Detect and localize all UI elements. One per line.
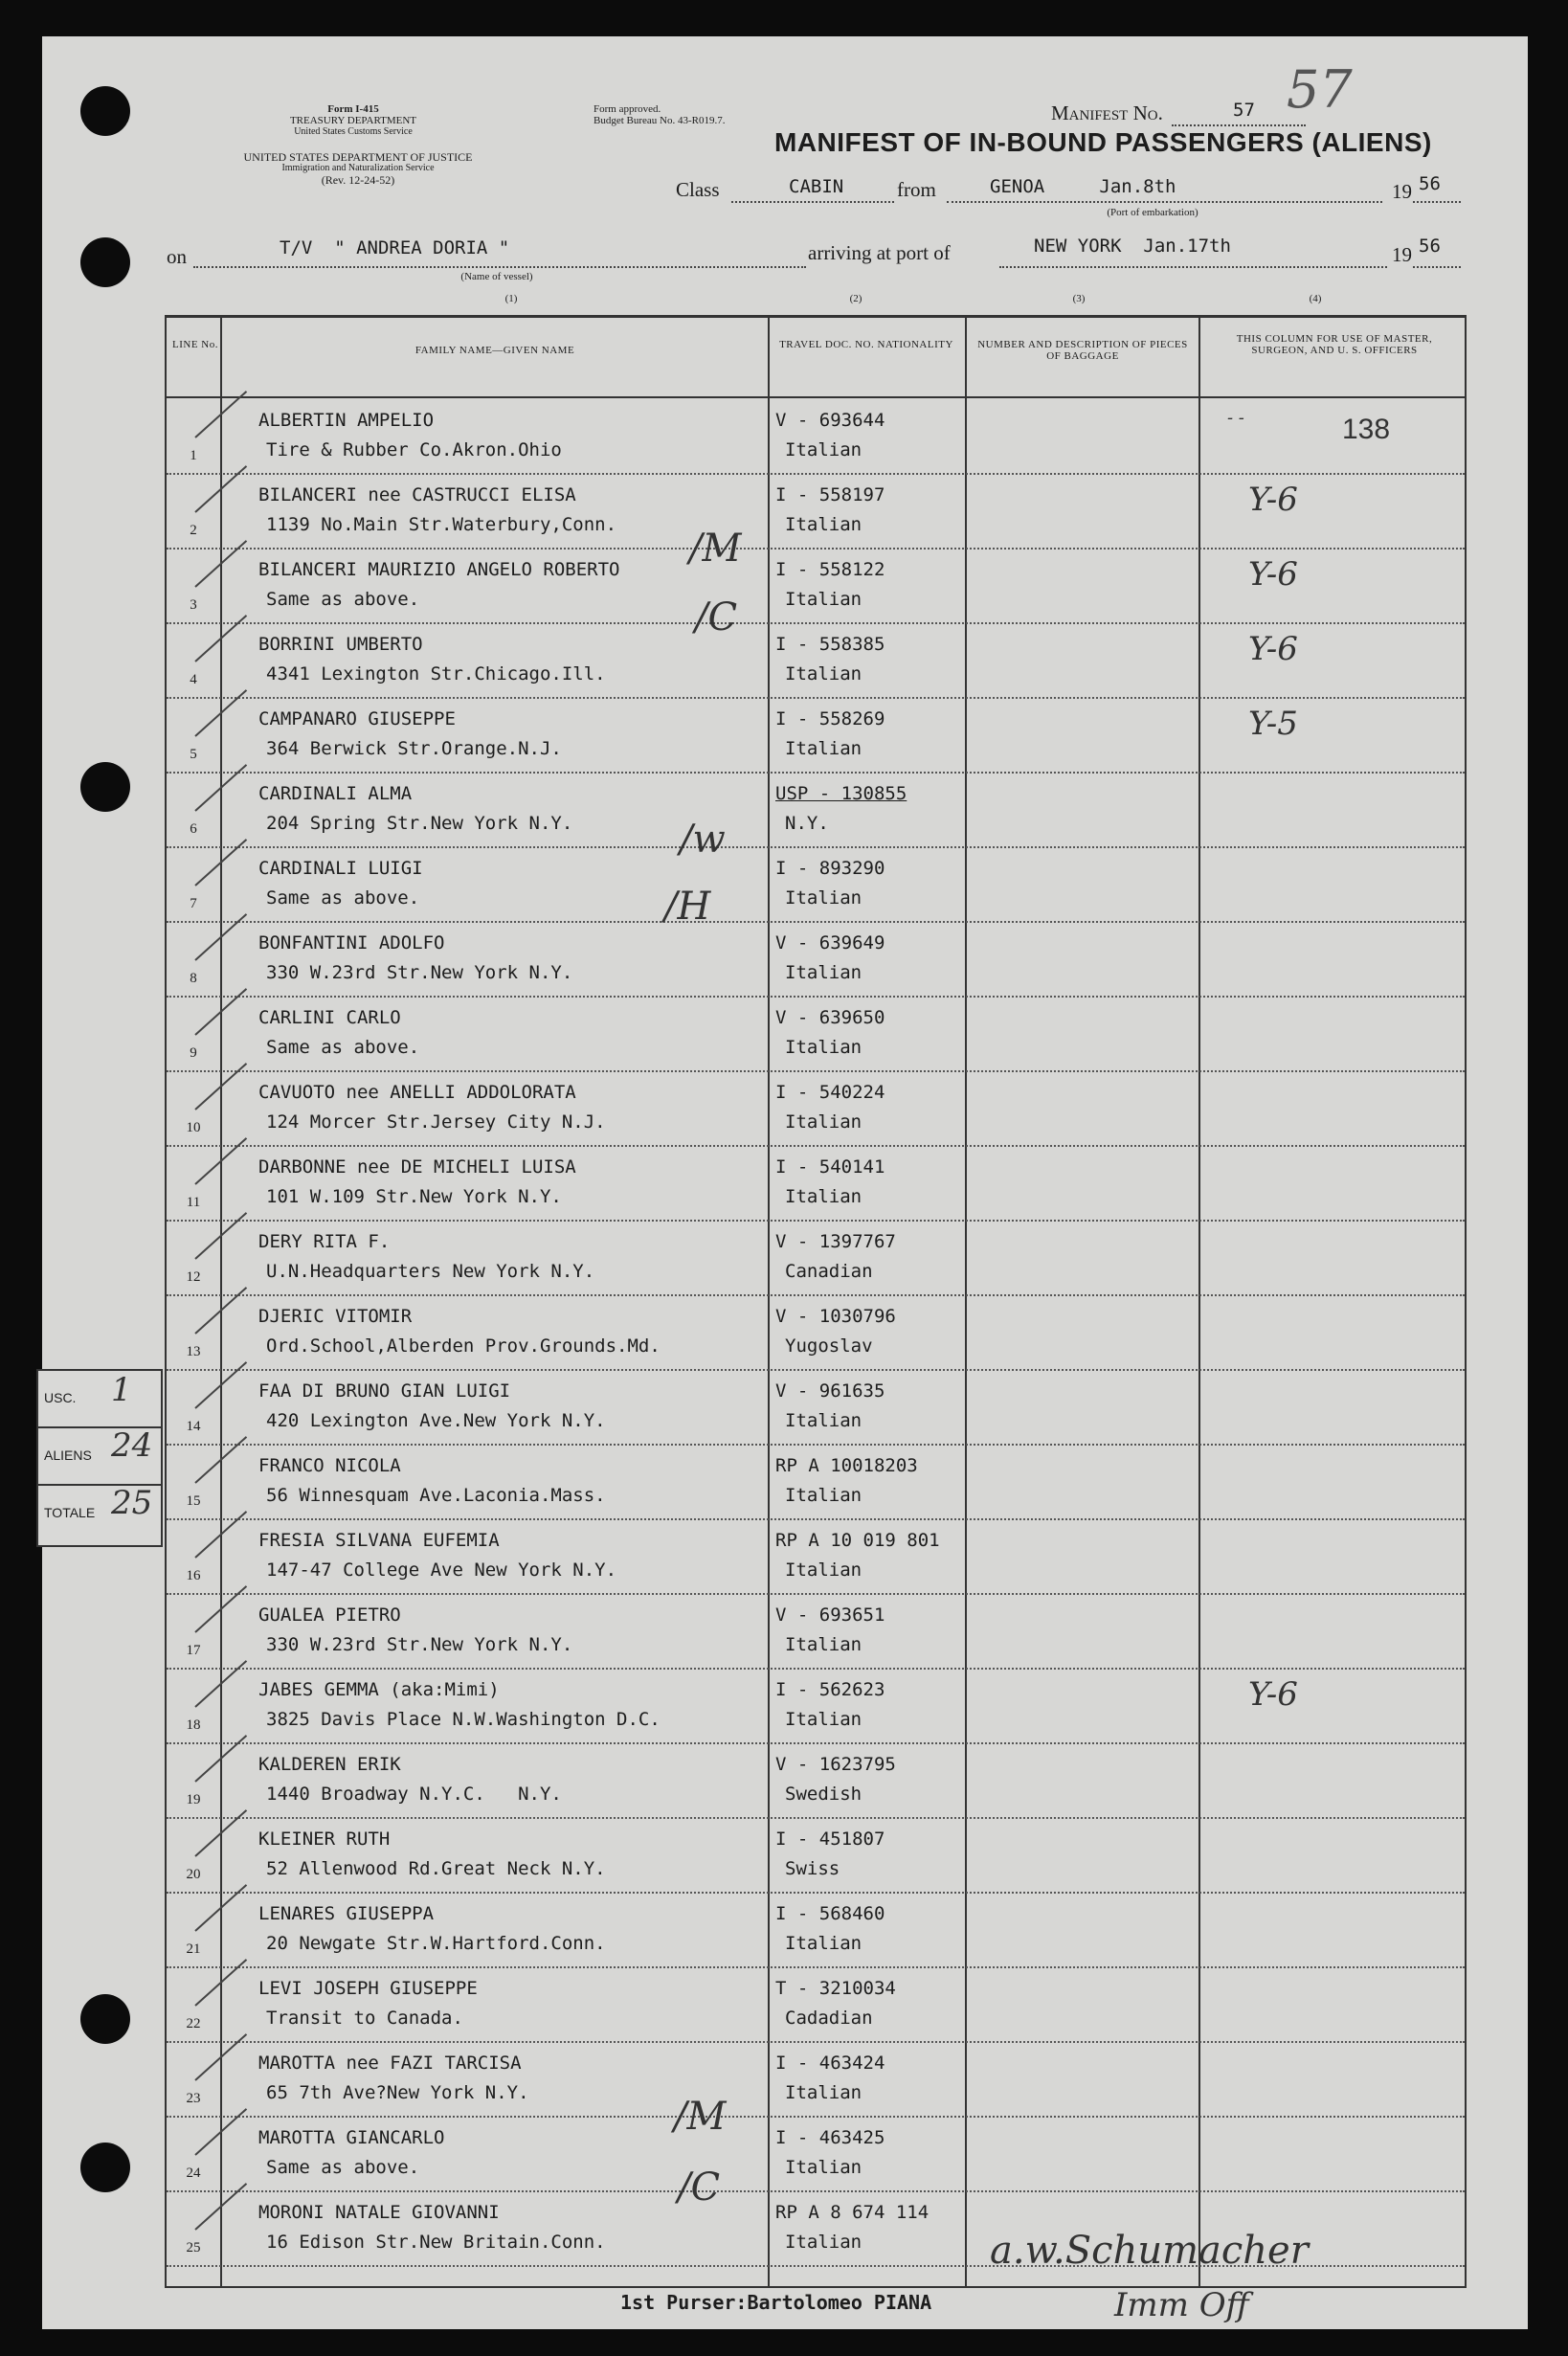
line-number: 9 [190, 1045, 197, 1061]
nationality: Italian [785, 1933, 862, 1954]
aliens-value: 24 [111, 1426, 153, 1465]
line-number: 21 [186, 1941, 201, 1957]
line-number: 19 [186, 1792, 201, 1807]
line-number: 11 [186, 1195, 201, 1210]
from-value: GENOA Jan.8th [990, 176, 1176, 197]
check-tick-mark [194, 2183, 247, 2231]
travel-doc-number: RP A 10018203 [775, 1455, 918, 1476]
total-value: 25 [111, 1484, 153, 1522]
passenger-name: BONFANTINI ADOLFO [258, 932, 445, 954]
check-tick-mark [194, 1361, 247, 1409]
year-prefix-1: 19 [1392, 180, 1412, 203]
line-number: 25 [186, 2240, 201, 2255]
check-tick-mark [194, 1436, 247, 1484]
form-approved: Form approved. [594, 103, 661, 115]
table-row [167, 398, 1465, 475]
binder-hole [80, 2143, 130, 2192]
nationality: Italian [785, 887, 862, 909]
check-tick-mark [194, 540, 247, 588]
officer-mark: Y-6 [1248, 630, 1298, 668]
travel-doc-number: I - 463425 [775, 2127, 885, 2148]
manifest-title: MANIFEST OF IN-BOUND PASSENGERS (ALIENS) [774, 127, 1432, 157]
check-tick-mark [194, 1287, 247, 1335]
form-approval [594, 103, 804, 126]
travel-doc-number: V - 693644 [775, 410, 885, 431]
manifest-no-value: 57 [1233, 100, 1255, 121]
passenger-name: CARDINALI LUIGI [258, 858, 423, 879]
arriving-label: arriving at port of [808, 241, 951, 264]
manifest-sheet [42, 36, 1528, 2329]
passenger-address: 4341 Lexington Str.Chicago.Ill. [266, 663, 606, 684]
line-number: 13 [186, 1344, 201, 1359]
table-row [167, 1593, 1465, 1670]
nationality: Italian [785, 962, 862, 983]
check-tick-mark [194, 689, 247, 737]
table-row [167, 1742, 1465, 1819]
form-revision: (Rev. 12-24-52) [321, 173, 395, 187]
travel-doc-number: I - 463424 [775, 2053, 885, 2074]
travel-doc-number: RP A 8 674 114 [775, 2202, 930, 2223]
header-baggage: NUMBER AND DESCRIPTION OF PIECES OF BAGGAGE [977, 339, 1188, 362]
table-row [167, 1294, 1465, 1371]
year-value-2: 56 [1419, 236, 1441, 257]
table-row [167, 2041, 1465, 2118]
check-tick-mark [194, 913, 247, 961]
total-label: TOTALE [44, 1505, 96, 1520]
travel-doc-number: V - 1397767 [775, 1231, 896, 1252]
nationality: N.Y. [785, 813, 829, 834]
travel-doc-number: V - 639650 [775, 1007, 885, 1028]
passenger-address: Same as above. [266, 887, 420, 909]
header-travel-doc: TRAVEL DOC. NO. NATIONALITY [779, 339, 953, 350]
passenger-address: 1139 No.Main Str.Waterbury,Conn. [266, 514, 617, 535]
officer-mark: Y-6 [1248, 481, 1298, 519]
line-number: 6 [190, 821, 197, 837]
col-num-2: (2) [849, 293, 862, 304]
passenger-name: CAVUOTO nee ANELLI ADDOLORATA [258, 1082, 576, 1103]
passenger-address: 101 W.109 Str.New York N.Y. [266, 1186, 562, 1207]
nationality: Italian [785, 2157, 862, 2178]
nationality: Italian [785, 738, 862, 759]
line-number: 2 [190, 523, 197, 538]
travel-doc-number: V - 1623795 [775, 1754, 896, 1775]
table-row [167, 1070, 1465, 1147]
passenger-address: 204 Spring Str.New York N.Y. [266, 813, 573, 834]
class-value: CABIN [789, 176, 844, 197]
table-row [167, 772, 1465, 848]
family-mark-c1: /C [695, 595, 738, 639]
passenger-name: ALBERTIN AMPELIO [258, 410, 435, 431]
travel-doc-number: I - 562623 [775, 1679, 885, 1700]
year-prefix-2: 19 [1392, 243, 1412, 266]
nationality: Swiss [785, 1858, 840, 1879]
line-number: 5 [190, 747, 197, 762]
nationality: Italian [785, 1037, 862, 1058]
passenger-address: 364 Berwick Str.Orange.N.J. [266, 738, 562, 759]
line-number: 10 [186, 1120, 201, 1135]
nationality: Italian [785, 1410, 862, 1431]
nationality: Swedish [785, 1784, 862, 1805]
year-line-2 [1413, 266, 1461, 268]
treasury-dept: TREASURY DEPARTMENT [289, 115, 417, 126]
table-row [167, 1892, 1465, 1968]
justice-dept: UNITED STATES DEPARTMENT OF JUSTICE [243, 150, 473, 164]
travel-doc-number: V - 961635 [775, 1380, 885, 1402]
manifest-no-label: Manifest No. [1051, 101, 1163, 124]
travel-doc-number: I - 540224 [775, 1082, 885, 1103]
justice-dept-block [157, 151, 559, 186]
check-tick-mark [194, 1959, 247, 2007]
passenger-address: Tire & Rubber Co.Akron.Ohio [266, 439, 562, 460]
customs-service: United States Customs Service [294, 126, 413, 137]
check-tick-mark [194, 764, 247, 812]
passenger-name: BILANCERI MAURIZIO ANGELO ROBERTO [258, 559, 620, 580]
travel-doc-number: I - 568460 [775, 1903, 885, 1924]
line-number: 20 [186, 1867, 201, 1882]
table-row [167, 1668, 1465, 1744]
travel-doc-number: I - 558269 [775, 708, 885, 729]
check-tick-mark [194, 1212, 247, 1260]
form-number: Form I-415 [327, 103, 379, 115]
table-row [167, 548, 1465, 624]
nationality: Italian [785, 1111, 862, 1133]
check-tick-mark [194, 1884, 247, 1932]
header-family-name: FAMILY NAME—GIVEN NAME [414, 345, 575, 356]
passenger-name: CAMPANARO GIUSEPPE [258, 708, 456, 729]
aliens-label: ALIENS [44, 1447, 92, 1463]
nationality: Italian [785, 1709, 862, 1730]
travel-doc-number: I - 558385 [775, 634, 885, 655]
officer-mark: Y-6 [1248, 1675, 1298, 1714]
line-number: 23 [186, 2091, 201, 2106]
ins-service: Immigration and Naturalization Service [281, 163, 435, 173]
header-officers: THIS COLUMN FOR USE OF MASTER, SURGEON, AND U. S. OFFICERS [1236, 333, 1433, 356]
table-row [167, 473, 1465, 550]
manifest-no-line [1172, 124, 1306, 126]
table-row [167, 1220, 1465, 1296]
nationality: Italian [785, 1559, 862, 1581]
line-number: 16 [186, 1568, 201, 1583]
check-tick-mark [194, 615, 247, 662]
travel-doc-number: I - 558197 [775, 484, 885, 505]
check-tick-mark [194, 1660, 247, 1708]
arriving-line [999, 266, 1387, 268]
check-tick-mark [194, 465, 247, 513]
usc-label: USC. [44, 1390, 77, 1405]
passenger-address: 56 Winnesquam Ave.Laconia.Mass. [266, 1485, 606, 1506]
passenger-name: DARBONNE nee DE MICHELI LUISA [258, 1156, 576, 1178]
passenger-address: 20 Newgate Str.W.Hartford.Conn. [266, 1933, 606, 1954]
passenger-name: FRESIA SILVANA EUFEMIA [258, 1530, 500, 1551]
table-row [167, 622, 1465, 699]
line-number: 12 [186, 1269, 201, 1285]
check-tick-mark [194, 2108, 247, 2156]
table-row [167, 1145, 1465, 1222]
manifest-no-handwritten: 57 [1287, 59, 1353, 120]
passenger-name: BORRINI UMBERTO [258, 634, 423, 655]
family-mark-w: /w [680, 818, 726, 862]
passenger-address: 420 Lexington Ave.New York N.Y. [266, 1410, 606, 1431]
travel-doc-number: I - 558122 [775, 559, 885, 580]
line-number: 4 [190, 672, 197, 687]
table-row [167, 1966, 1465, 2043]
family-mark-c2: /C [678, 2165, 721, 2210]
check-tick-mark [194, 1585, 247, 1633]
passenger-address: 52 Allenwood Rd.Great Neck N.Y. [266, 1858, 606, 1879]
passenger-address: 1440 Broadway N.Y.C. N.Y. [266, 1784, 562, 1805]
passenger-name: JABES GEMMA (aka:Mimi) [258, 1679, 500, 1700]
check-tick-mark [194, 2033, 247, 2081]
passenger-name: DERY RITA F. [258, 1231, 391, 1252]
passenger-name: FAA DI BRUNO GIAN LUIGI [258, 1380, 511, 1402]
col-num-4: (4) [1309, 293, 1322, 304]
travel-doc-number: I - 540141 [775, 1156, 885, 1178]
arriving-value: NEW YORK Jan.17th [1034, 236, 1231, 257]
passenger-name: CARLINI CARLO [258, 1007, 401, 1028]
budget-bureau: Budget Bureau No. 43-R019.7. [594, 115, 726, 126]
passenger-address: Same as above. [266, 1037, 420, 1058]
passenger-address: 65 7th Ave?New York N.Y. [266, 2082, 529, 2103]
from-label: from [897, 178, 936, 201]
line-number: 24 [186, 2165, 201, 2181]
officer-mark: Y-6 [1248, 555, 1298, 594]
vessel-name: T/V " ANDREA DORIA " [280, 237, 510, 258]
travel-doc-number: RP A 10 019 801 [775, 1530, 940, 1551]
check-tick-mark [194, 988, 247, 1036]
passenger-address: Same as above. [266, 2157, 420, 2178]
nationality: Italian [785, 589, 862, 610]
passenger-name: CARDINALI ALMA [258, 783, 413, 804]
passenger-address: 330 W.23rd Str.New York N.Y. [266, 962, 573, 983]
family-mark-m2: /M [674, 2095, 727, 2139]
line-number: 7 [190, 896, 197, 911]
passenger-address: 147-47 College Ave New York N.Y. [266, 1559, 617, 1581]
passenger-address: Same as above. [266, 589, 420, 610]
table-row [167, 846, 1465, 923]
check-tick-mark [194, 1735, 247, 1783]
form-header-left [195, 103, 511, 138]
year-value-1: 56 [1419, 173, 1441, 194]
officer-signature: a.w.Schumacher [990, 2229, 1309, 2273]
purser-line: 1st Purser:Bartolomeo PIANA [620, 2291, 932, 2314]
year-line-1 [1413, 201, 1461, 203]
line-number: 22 [186, 2016, 201, 2031]
class-label: Class [676, 178, 720, 201]
tally-box [36, 1369, 163, 1547]
passenger-address: 3825 Davis Place N.W.Washington D.C. [266, 1709, 661, 1730]
nationality: Yugoslav [785, 1335, 873, 1357]
travel-doc-number: V - 693651 [775, 1604, 885, 1626]
line-number: 17 [186, 1643, 201, 1658]
line-number: 14 [186, 1419, 201, 1434]
travel-doc-number: T - 3210034 [775, 1978, 896, 1999]
header-line-no: LINE No. [172, 339, 218, 350]
table-row [167, 996, 1465, 1072]
line-number: 3 [190, 597, 197, 613]
binder-hole [80, 237, 130, 287]
officer-mark: Y-5 [1248, 705, 1298, 743]
usc-value: 1 [111, 1371, 132, 1409]
nationality: Italian [785, 2232, 862, 2253]
line-number: 18 [186, 1717, 201, 1733]
on-label: on [167, 245, 187, 268]
travel-doc-number: USP - 130855 [775, 783, 907, 804]
passenger-name: DJERIC VITOMIR [258, 1306, 413, 1327]
port-embarkation-caption: (Port of embarkation) [1107, 207, 1198, 218]
check-tick-mark [194, 839, 247, 886]
table-row [167, 1518, 1465, 1595]
officer-title: Imm Off [1114, 2286, 1249, 2324]
nationality: Cadadian [785, 2008, 873, 2029]
nationality: Italian [785, 514, 862, 535]
nationality: Canadian [785, 1261, 873, 1282]
nationality: Italian [785, 439, 862, 460]
passenger-address: Transit to Canada. [266, 2008, 463, 2029]
binder-hole [80, 1994, 130, 2044]
passenger-name: GUALEA PIETRO [258, 1604, 401, 1626]
vessel-line [193, 266, 806, 268]
nationality: Italian [785, 1634, 862, 1655]
table-row [167, 1444, 1465, 1520]
check-tick-mark [194, 1809, 247, 1857]
passenger-address: U.N.Headquarters New York N.Y. [266, 1261, 595, 1282]
dash-marks: - - [1227, 408, 1244, 428]
check-tick-mark [194, 1137, 247, 1185]
passenger-name: MAROTTA GIANCARLO [258, 2127, 445, 2148]
line-number: 8 [190, 971, 197, 986]
binder-hole [80, 86, 130, 136]
check-tick-mark [194, 1511, 247, 1559]
nationality: Italian [785, 1186, 862, 1207]
class-line [731, 201, 894, 203]
travel-doc-number: V - 1030796 [775, 1306, 896, 1327]
passenger-table [165, 315, 1467, 2288]
col-num-1: (1) [504, 293, 518, 304]
passenger-name: BILANCERI nee CASTRUCCI ELISA [258, 484, 576, 505]
travel-doc-number: I - 893290 [775, 858, 885, 879]
table-row [167, 2116, 1465, 2192]
travel-doc-number: V - 639649 [775, 932, 885, 954]
check-tick-mark [194, 391, 247, 438]
table-row [167, 1369, 1465, 1446]
nationality: Italian [785, 1485, 862, 1506]
col-num-3: (3) [1072, 293, 1086, 304]
count-138: 138 [1342, 414, 1391, 445]
family-mark-m1: /M [689, 527, 742, 571]
line-number: 15 [186, 1493, 201, 1509]
nationality: Italian [785, 2082, 862, 2103]
passenger-name: MORONI NATALE GIOVANNI [258, 2202, 500, 2223]
passenger-name: FRANCO NICOLA [258, 1455, 401, 1476]
travel-doc-number: I - 451807 [775, 1829, 885, 1850]
line-number: 1 [190, 448, 197, 463]
passenger-name: KALDEREN ERIK [258, 1754, 401, 1775]
nationality: Italian [785, 663, 862, 684]
passenger-address: 16 Edison Str.New Britain.Conn. [266, 2232, 606, 2253]
passenger-address: Ord.School,Alberden Prov.Grounds.Md. [266, 1335, 661, 1357]
table-row [167, 921, 1465, 998]
passenger-name: LENARES GIUSEPPA [258, 1903, 435, 1924]
from-line [947, 201, 1382, 203]
passenger-name: KLEINER RUTH [258, 1829, 391, 1850]
family-mark-h: /H [664, 885, 711, 929]
vessel-caption: (Name of vessel) [460, 271, 533, 282]
passenger-address: 330 W.23rd Str.New York N.Y. [266, 1634, 573, 1655]
check-tick-mark [194, 1063, 247, 1111]
passenger-address: 124 Morcer Str.Jersey City N.J. [266, 1111, 606, 1133]
table-row [167, 1817, 1465, 1894]
passenger-name: LEVI JOSEPH GIUSEPPE [258, 1978, 478, 1999]
passenger-name: MAROTTA nee FAZI TARCISA [258, 2053, 522, 2074]
binder-hole [80, 762, 130, 812]
table-row [167, 697, 1465, 774]
